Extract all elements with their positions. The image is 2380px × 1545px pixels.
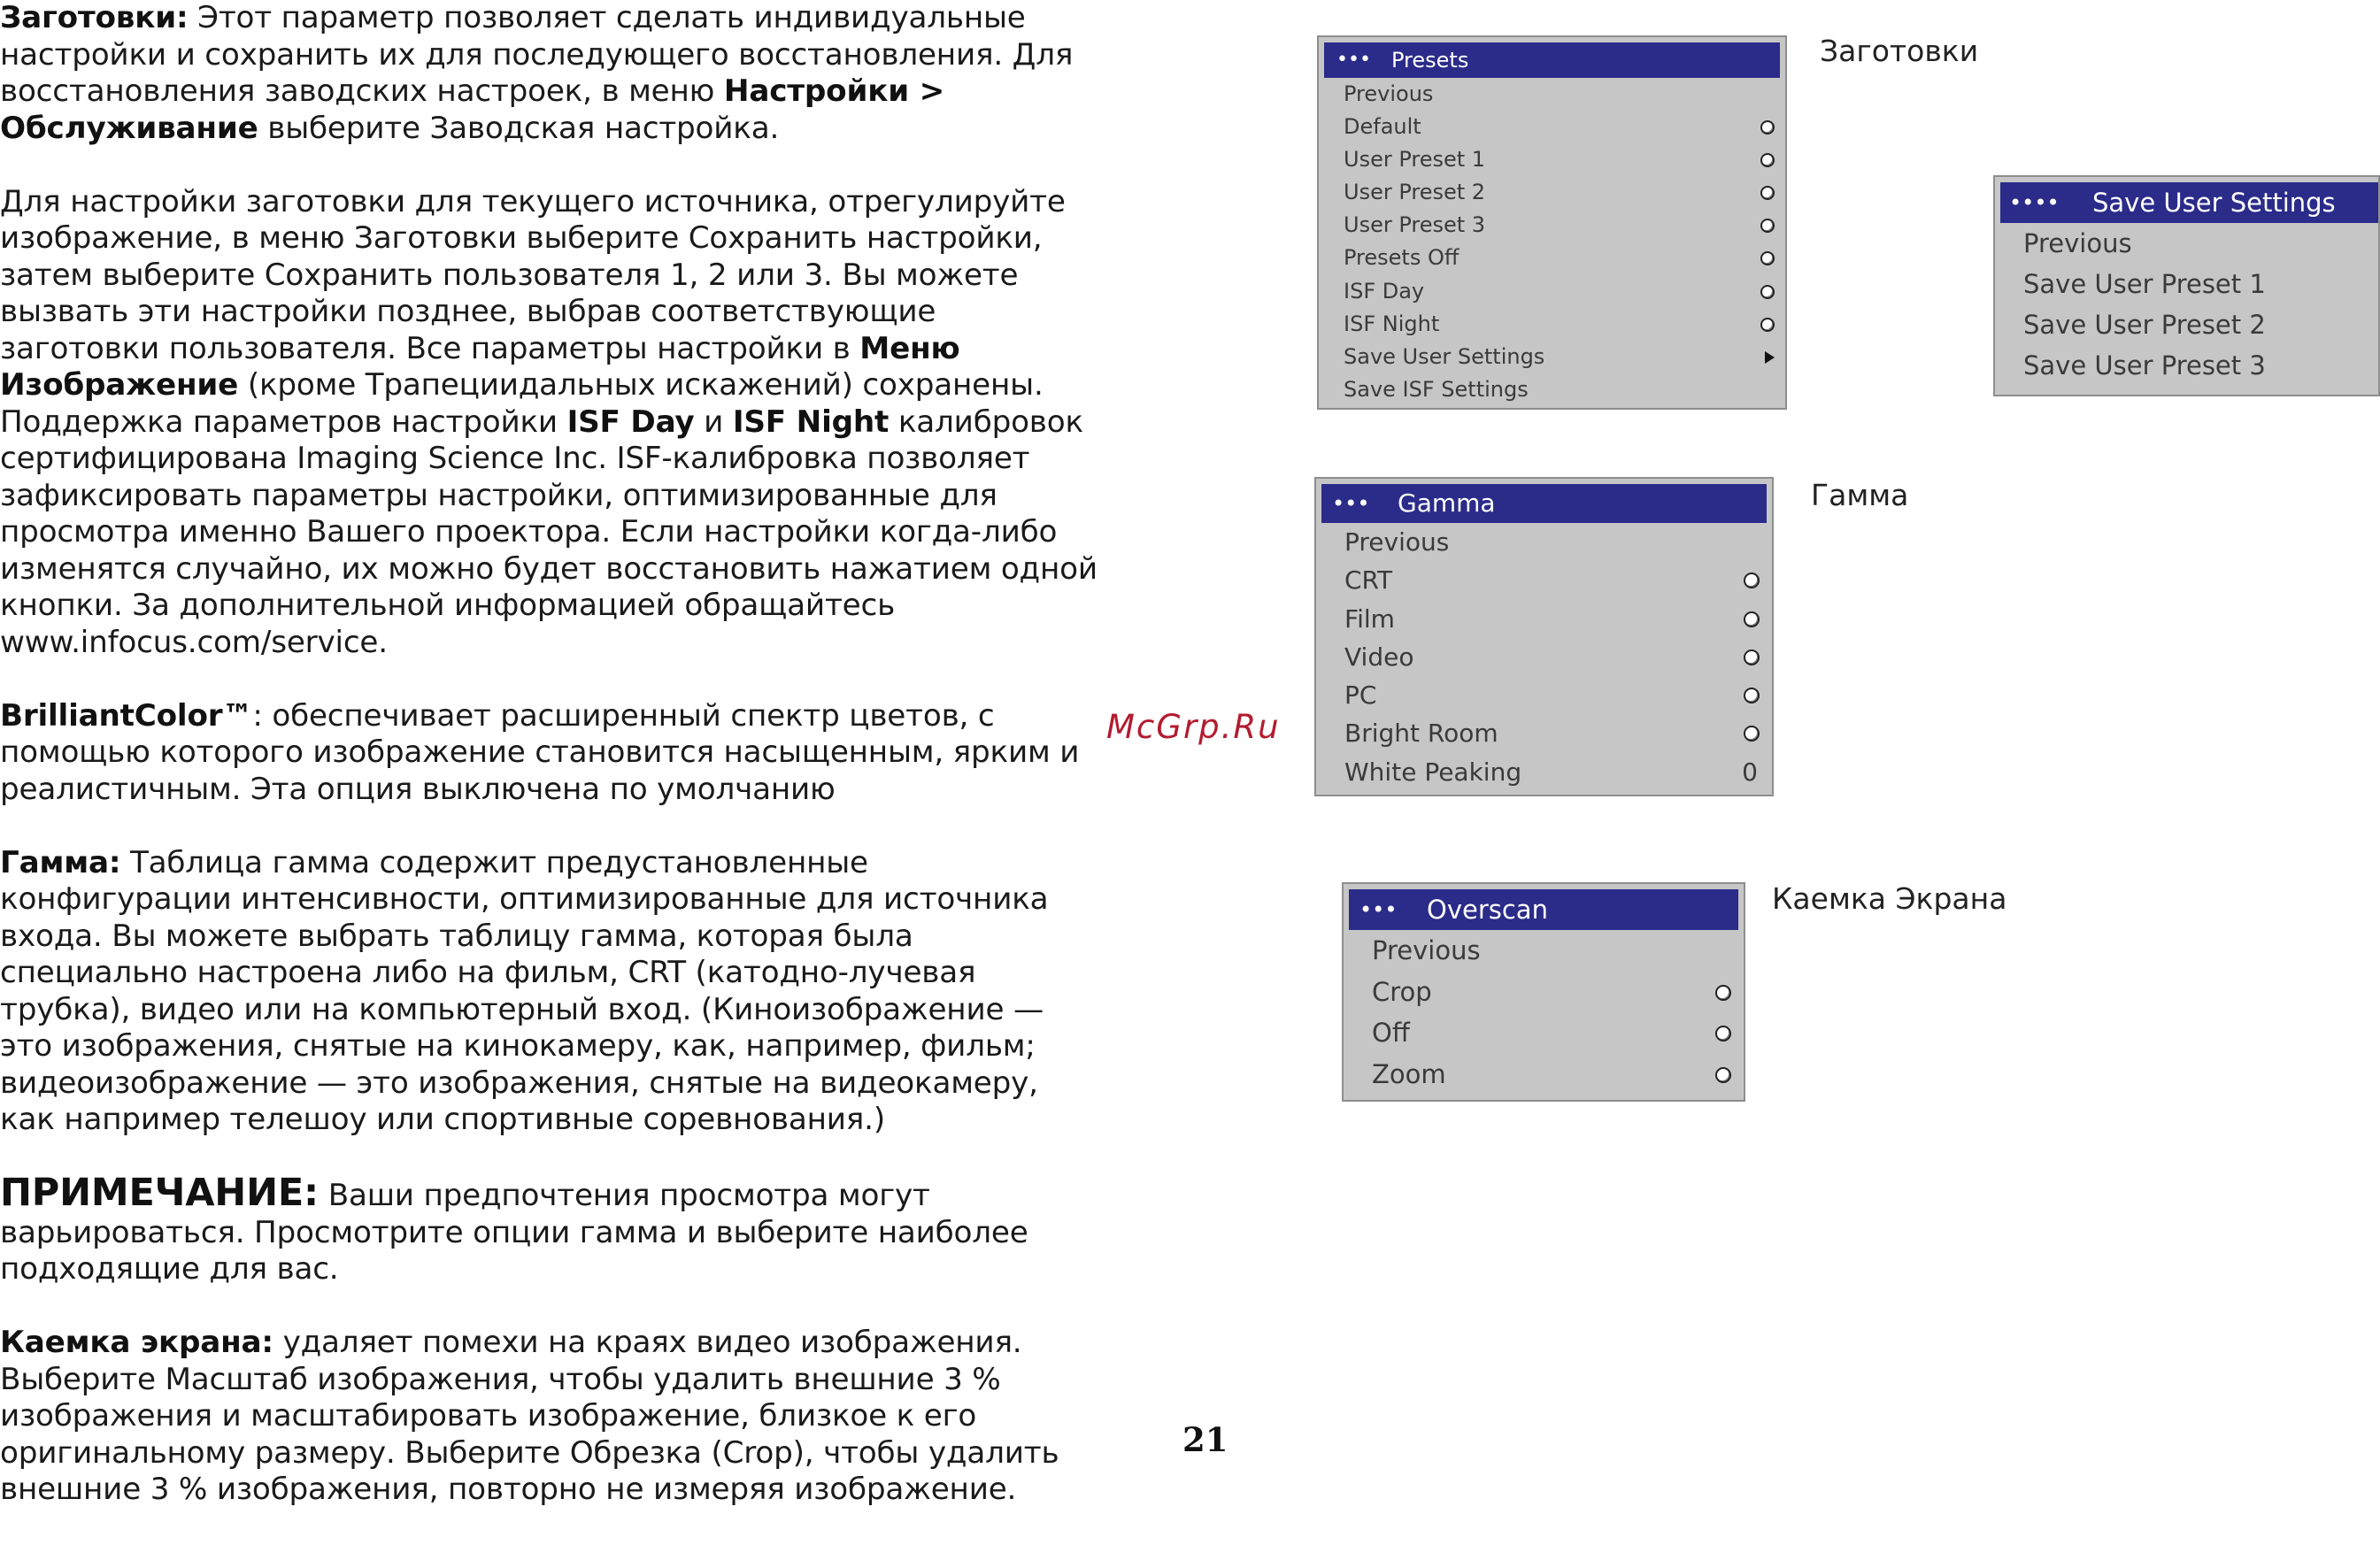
menu-item-save-user-preset-3[interactable] [2023, 345, 2378, 386]
menu-item-label: Presets Off [1344, 245, 1460, 271]
menu-item-label: User Preset 3 [1344, 212, 1486, 238]
overscan-text: удаляет помехи на краях видео изображения. Выберите Масштаб изображения, чтобы удалить внешние 3 % изображения и масштабировать изображение, близкое к его оригинальному размеру. Выберите Обрезка (Crop), чтобы удалить внешние 3 % изображения, повторно не измеряя изображение. [0, 1325, 1059, 1507]
overscan-menu-title: Overscan [1427, 895, 1548, 925]
presets-caption: Заготовки [1820, 34, 1979, 68]
menu-item-off[interactable] [1372, 1012, 1744, 1054]
radio-icon[interactable] [1744, 650, 1760, 665]
overscan-term: Каемка экрана: [0, 1325, 273, 1360]
menu-item-previous[interactable] [1344, 523, 1772, 561]
radio-icon[interactable] [1760, 318, 1775, 332]
menu-item-isf-night[interactable] [1344, 308, 1785, 341]
menu-item-label: Previous [1344, 527, 1450, 557]
menu-dots-icon: ••• [1336, 49, 1371, 71]
menu-item-label: ISF Day [1344, 278, 1425, 304]
menu-item-user-preset-1[interactable] [1344, 143, 1785, 176]
menu-item-label: Film [1344, 603, 1395, 634]
image-menu-term: Меню Изображение [0, 330, 960, 403]
menu-item-video[interactable] [1344, 638, 1772, 676]
menu-item-label: Previous [1344, 81, 1434, 106]
setup-text-1: Для настройки заготовки для текущего источника, отрегулируйте изображение, в меню Заготовки выберите Сохранить настройки, затем выберите Сохранить пользователя 1, 2 или 3. Вы можете вызвать эти настройки позднее, выбрав соответствующие заготовки пользователя. Все параметры настройки в [0, 183, 1066, 366]
gamma-caption: Гамма [1811, 478, 1909, 512]
save-user-settings-header[interactable] [2000, 182, 2378, 223]
presets-setup-paragraph [0, 184, 1098, 662]
menu-item-save-user-settings[interactable] [1344, 341, 1785, 373]
menu-item-user-preset-2[interactable] [1344, 176, 1785, 209]
menu-item-default[interactable] [1344, 111, 1785, 143]
menu-dots-icon: ••• [1359, 897, 1398, 922]
radio-icon[interactable] [1760, 120, 1775, 135]
presets-text-1: Этот параметр позволяет сделать индивидуальные настройки и сохранить их для последующего восстановления. Для восстановления заводских настроек, в меню [0, 0, 1074, 109]
radio-icon[interactable] [1744, 573, 1760, 588]
save-user-settings-items [1995, 223, 2378, 386]
note-heading: ПРИМЕЧАНИЕ: [0, 1171, 320, 1215]
menu-item-label: Save User Settings [1344, 343, 1545, 369]
menu-item-label: PC [1344, 680, 1377, 711]
menu-item-isf-day[interactable] [1344, 275, 1785, 308]
gamma-text: Таблица гамма содержит предустановленные конфигурации интенсивности, оптимизированные для источника входа. Вы можете выбрать таблицу гамма, которая была специально настроена либо на фильм, CRT (катодно-лучевая трубка), видео или на компьютерный вход. (Киноизображение — это изображения, снятые на кинокамеру, как, например, фильм; видеоизображение — это изображения, снятые на видеокамеру, как например телешоу или спортивные соревнования.) [0, 844, 1049, 1137]
menu-item-label: Save ISF Settings [1344, 376, 1529, 402]
overscan-menu-items [1344, 930, 1744, 1095]
menu-item-user-preset-3[interactable] [1344, 209, 1785, 242]
setup-text-4: калибровок сертифицирована Imaging Science Inc. ISF-калибровка позволяет зафиксировать параметры настройки, оптимизированные для просмотра именно Вашего проектора. Если настройки когда-либо изменятся случайно, их можно будет восстановить нажатием одной кнопки. За дополнительной информацией обращайтесь www.infocus.com/service. [0, 404, 1098, 660]
menu-item-film[interactable] [1344, 600, 1772, 638]
menu-item-label: Off [1372, 1018, 1410, 1048]
menu-dots-icon: •••• [2009, 190, 2060, 215]
menu-item-label: White Peaking [1344, 757, 1522, 787]
menu-item-label: Zoom [1372, 1058, 1446, 1089]
menu-item-previous[interactable] [1372, 930, 1744, 972]
presets-menu-header[interactable] [1324, 42, 1780, 78]
menu-item-save-user-preset-1[interactable] [2023, 264, 2378, 304]
isf-day-term: ISF Day [566, 404, 695, 440]
radio-icon[interactable] [1715, 1026, 1731, 1042]
radio-icon[interactable] [1760, 186, 1775, 200]
menu-item-label: Bright Room [1344, 719, 1498, 749]
menu-dots-icon: ••• [1332, 491, 1370, 516]
presets-menu-title: Presets [1391, 48, 1469, 73]
save-user-settings-title: Save User Settings [2092, 188, 2336, 218]
note-paragraph [0, 1171, 1098, 1288]
radio-icon[interactable] [1744, 688, 1760, 703]
menu-item-label: User Preset 2 [1344, 180, 1486, 205]
menu-item-zoom[interactable] [1372, 1054, 1744, 1095]
setup-text-2: (кроме Трапециидальных искажений) сохранены. Поддержка параметров настройки [0, 367, 1044, 440]
menu-item-label: CRT [1344, 565, 1393, 596]
brilliantcolor-term: BrilliantColor™ [0, 697, 253, 734]
presets-term: Заготовки: [0, 0, 189, 35]
menu-item-label: Save User Preset 3 [2023, 350, 2266, 380]
body-text [0, 0, 1098, 1545]
presets-paragraph [0, 0, 1098, 147]
menu-item-presets-off[interactable] [1344, 242, 1785, 274]
save-user-settings-menu [1993, 175, 2380, 396]
brilliantcolor-paragraph [0, 698, 1098, 809]
menu-item-pc[interactable] [1344, 676, 1772, 714]
overscan-paragraph [0, 1325, 1098, 1509]
menu-item-crop[interactable] [1372, 972, 1744, 1013]
submenu-arrow-icon [1765, 351, 1775, 364]
page-number: 21 [1182, 1420, 1229, 1459]
menu-item-save-isf-settings[interactable] [1344, 373, 1785, 406]
menu-item-white-peaking[interactable] [1344, 753, 1772, 791]
menu-item-label: Video [1344, 642, 1414, 672]
radio-icon[interactable] [1744, 611, 1760, 627]
radio-icon[interactable] [1715, 1067, 1731, 1083]
settings-service-path: Настройки > Обслуживание [0, 73, 945, 146]
menu-item-label: ISF Night [1344, 311, 1440, 336]
gamma-menu-items [1316, 523, 1772, 791]
watermark: McGrp.Ru [1106, 708, 1281, 746]
menu-item-label: Default [1344, 114, 1421, 140]
menu-item-label: Previous [1372, 935, 1481, 965]
radio-icon[interactable] [1744, 726, 1760, 742]
gamma-menu-title: Gamma [1398, 488, 1496, 518]
menu-item-label: User Preset 1 [1344, 147, 1486, 173]
gamma-menu-header[interactable] [1321, 484, 1767, 523]
menu-item-previous[interactable] [2023, 223, 2378, 264]
presets-menu-items [1319, 78, 1785, 406]
note-text: Ваши предпочтения просмотра могут варьироваться. Просмотрите опции гамма и выберите наиболее подходящие для вас. [0, 1178, 1028, 1287]
menu-item-previous[interactable] [1344, 78, 1785, 111]
radio-icon[interactable] [1760, 153, 1775, 167]
gamma-term: Гамма: [0, 844, 121, 880]
isf-night-term: ISF Night [732, 404, 890, 440]
gamma-menu [1314, 477, 1774, 796]
presets-text-2: выберите Заводская настройка. [258, 110, 780, 146]
overscan-menu-header[interactable] [1349, 889, 1738, 930]
brilliantcolor-text: : обеспечивает расширенный спектр цветов, с помощью которого изображение становится насыщенным, ярким и реалистичным. Эта опция выключена по умолчанию [0, 697, 1080, 807]
overscan-menu [1342, 882, 1745, 1102]
white-peaking-value: 0 [1742, 757, 1758, 787]
menu-item-label: Save User Preset 2 [2023, 310, 2266, 340]
menu-item-crt[interactable] [1344, 561, 1772, 599]
menu-item-label: Previous [2023, 228, 2132, 258]
menu-item-label: Save User Preset 1 [2023, 269, 2266, 299]
menu-item-save-user-preset-2[interactable] [2023, 304, 2378, 345]
radio-icon[interactable] [1760, 285, 1775, 299]
setup-text-3: и [694, 404, 733, 440]
radio-icon[interactable] [1760, 219, 1775, 233]
gamma-paragraph [0, 845, 1098, 1139]
menu-item-label: Crop [1372, 976, 1432, 1007]
overscan-caption: Каемка Экрана [1772, 881, 2007, 916]
radio-icon[interactable] [1715, 985, 1731, 1001]
radio-icon[interactable] [1760, 251, 1775, 265]
menu-item-bright-room[interactable] [1344, 714, 1772, 752]
presets-menu [1317, 35, 1787, 410]
